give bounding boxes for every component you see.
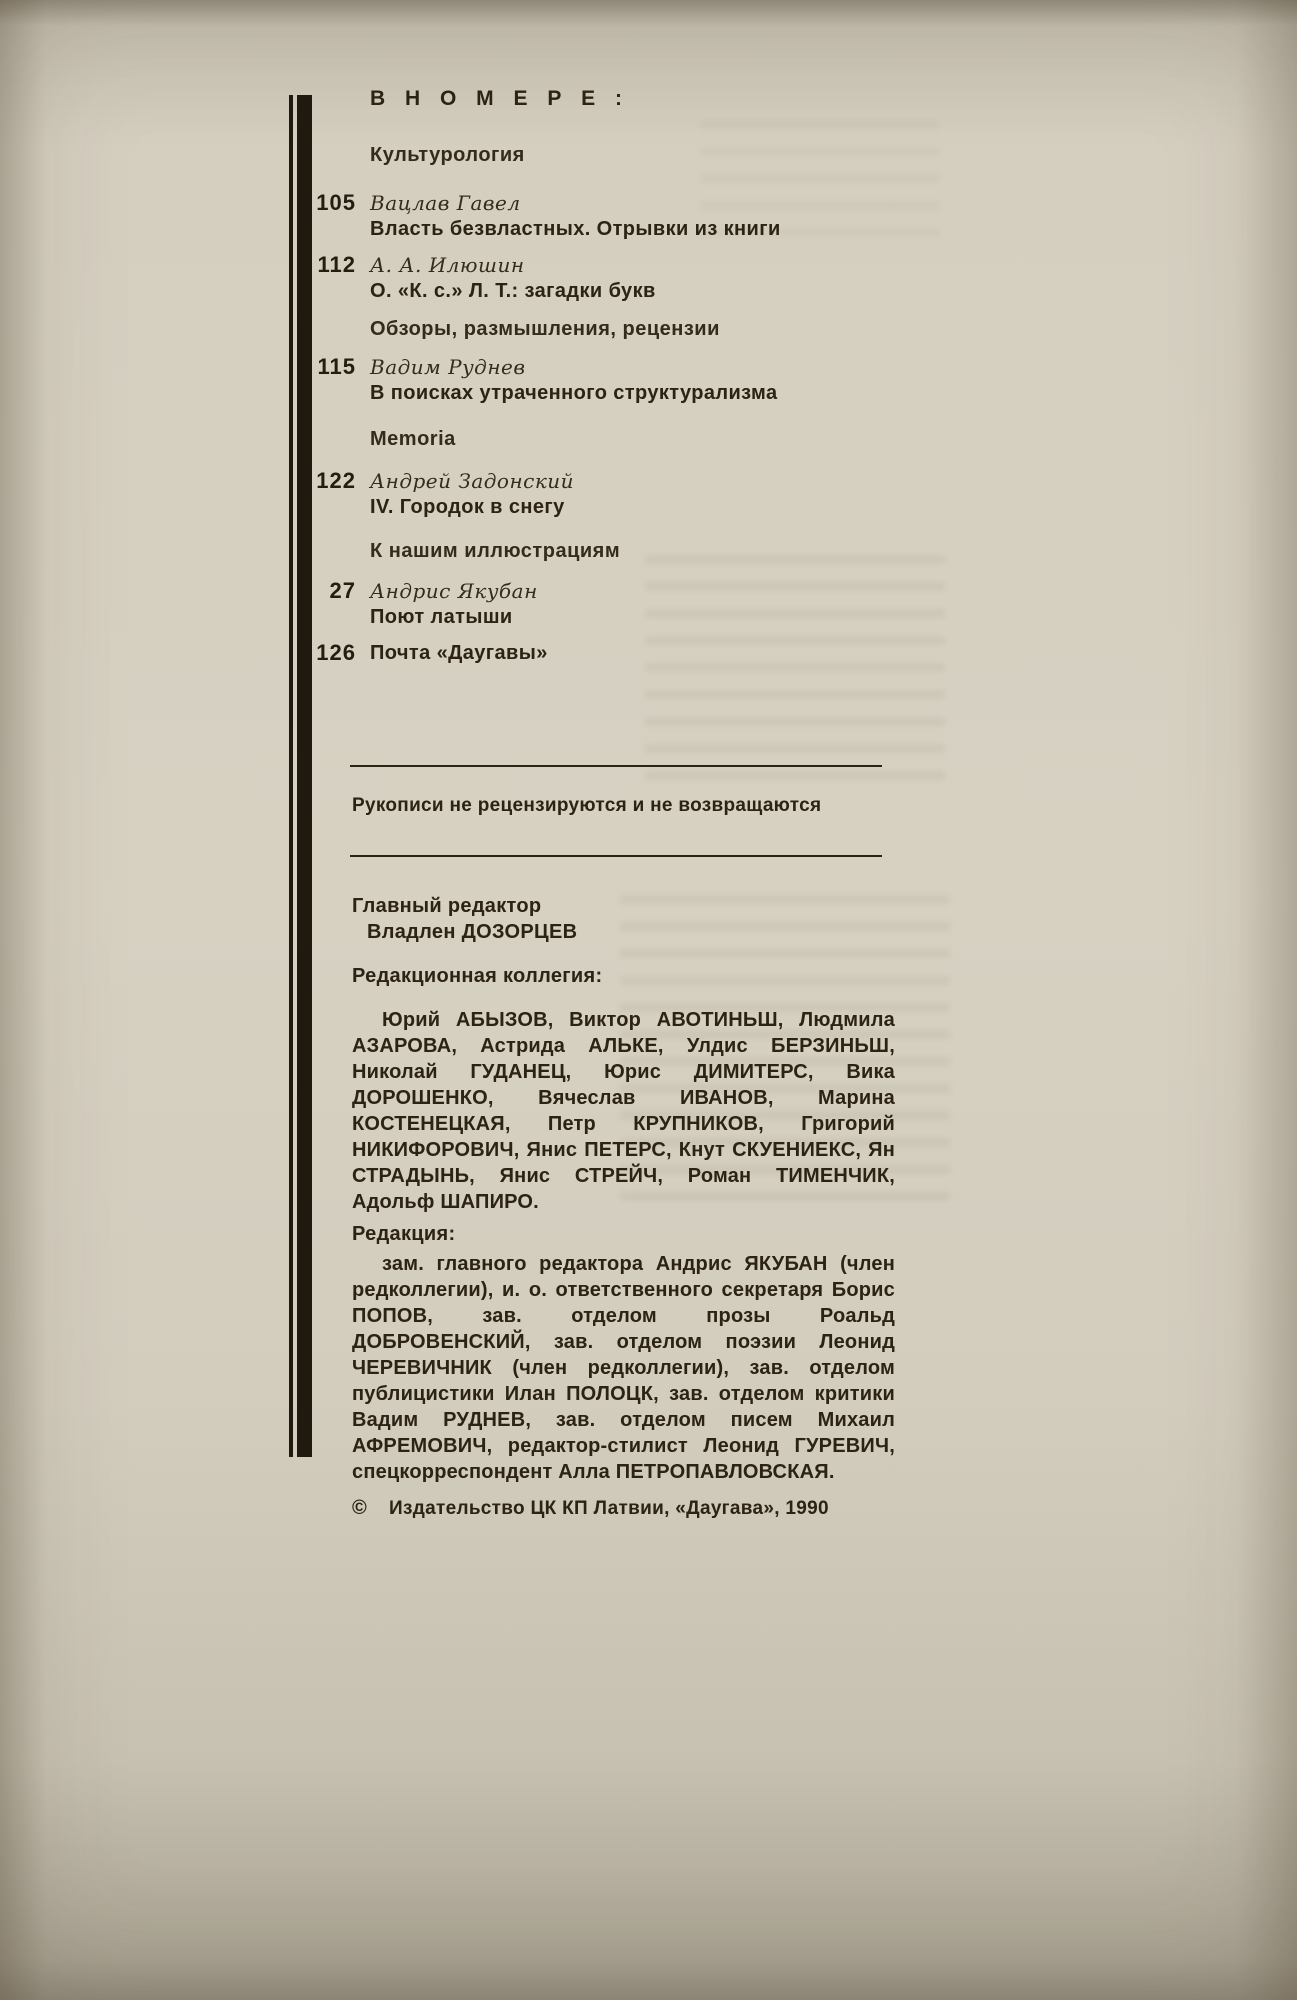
copyright-line: [352, 1497, 895, 1520]
page-title: В Н О М Е Р Е :: [370, 87, 630, 110]
page-number: 105: [316, 190, 356, 215]
entry-title: Почта «Даугавы»: [370, 642, 548, 664]
entry-title: Власть безвластных. Отрывки из книги: [370, 218, 781, 240]
copyright-text: Издательство ЦК КП Латвии, «Даугава», 1990: [389, 1498, 829, 1519]
editorial-board-label: Редакционная коллегия:: [352, 965, 603, 987]
entry-title: IV. Городок в снегу: [370, 496, 565, 518]
section-heading: К нашим иллюстрациям: [370, 540, 621, 562]
editorial-staff-label: Редакция:: [352, 1223, 456, 1245]
editorial-staff-list: зам. главного редактора Андрис ЯКУБАН (член редколлегии), и. о. ответственного секретаря Борис ПОПОВ, зав. отделом прозы Роальд ДОБРОВЕНСКИЙ, зав. отделом поэзии Леонид ЧЕРЕВИЧНИК (член редколлегии), зав. отделом публицистики Илан ПОЛОЦК, зав. отделом критики Вадим РУДНЕВ, зав. отделом писем Михаил АФРЕМОВИЧ, редактор-стилист Леонид ГУРЕВИЧ, спецкорреспондент Алла ПЕТРОПАВЛОВСКАЯ.: [352, 1253, 895, 1483]
toc-entry: [296, 354, 1297, 406]
entry-title: В поисках утраченного структурализма: [370, 382, 778, 404]
toc-entry: [296, 640, 1297, 666]
divider-rule: [350, 765, 882, 767]
entry-author: Андрей Задонский: [370, 469, 575, 493]
section-heading: Обзоры, размышления, рецензии: [370, 318, 720, 340]
chief-editor-label: Главный редактор: [352, 895, 542, 917]
entry-author: А. А. Илюшин: [370, 253, 525, 277]
chief-editor-name: Владлен ДОЗОРЦЕВ: [367, 921, 578, 943]
section-heading: Memoria: [370, 428, 456, 450]
manuscripts-notice: Рукописи не рецензируются и не возвращаются: [352, 795, 822, 816]
toc-entry: [296, 252, 1297, 304]
entry-title: Поют латыши: [370, 606, 513, 628]
page-number: 115: [317, 354, 356, 379]
page-number: 126: [316, 640, 356, 665]
entry-author: Вадим Руднев: [370, 355, 526, 379]
copyright-icon: ©: [352, 1497, 368, 1519]
toc-entry: [296, 578, 1297, 630]
page-number: 122: [316, 468, 356, 493]
page-number: 112: [317, 252, 356, 277]
page-number: 27: [329, 578, 356, 603]
toc-entry: [296, 190, 1297, 242]
entry-title: О. «К. с.» Л. Т.: загадки букв: [370, 280, 656, 302]
entry-author: Андрис Якубан: [370, 579, 538, 603]
entry-author: Вацлав Гавел: [370, 191, 521, 215]
editorial-board-list: Юрий АБЫЗОВ, Виктор АВОТИНЬШ, Людмила АЗАРОВА, Астрида АЛЬКЕ, Улдис БЕРЗИНЬШ, Николай ГУДАНЕЦ, Юрис ДИМИТЕРС, Вика ДОРОШЕНКО, Вячеслав ИВАНОВ, Марина КОСТЕНЕЦКАЯ, Петр КРУПНИКОВ, Григорий НИКИФОРОВИЧ, Янис ПЕТЕРС, Кнут СКУЕНИЕКС, Ян СТРАДЫНЬ, Янис СТРЕЙЧ, Роман ТИМЕНЧИК, Адольф ШАПИРО.: [352, 1009, 895, 1213]
divider-rule: [350, 855, 882, 857]
section-heading: Культурология: [370, 144, 525, 166]
toc-entry: [296, 468, 1297, 520]
